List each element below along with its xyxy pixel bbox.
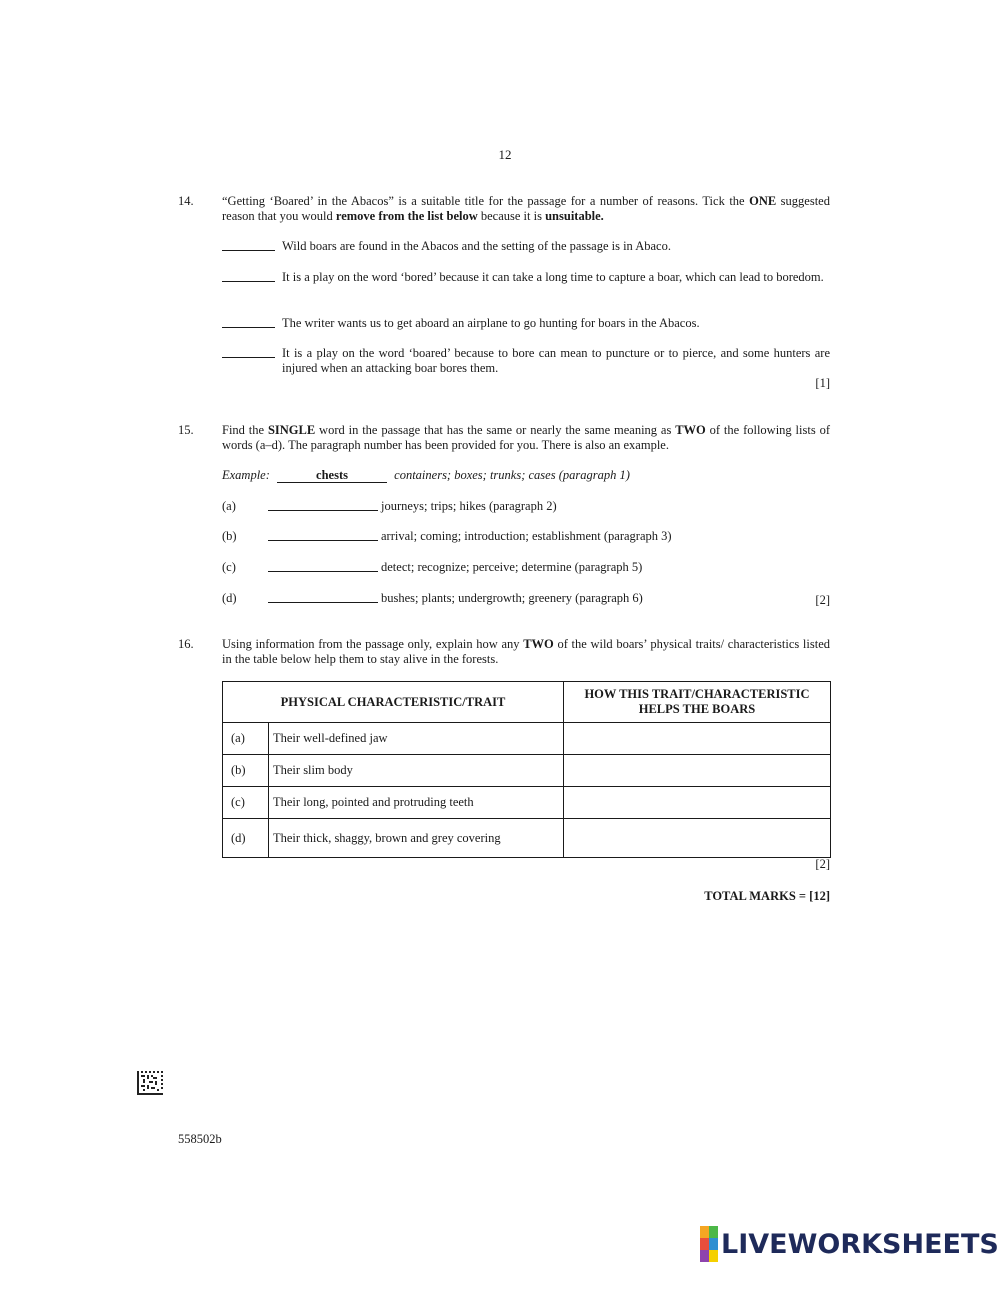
barcode-icon bbox=[137, 1071, 163, 1095]
q14-option-3 bbox=[0, 316, 1000, 336]
q14-prompt-part: “Getting ‘Boared’ in the Abacos” is a suitable title for the passage for a number of reasons. Tick the bbox=[222, 194, 750, 208]
q15-prompt-part: Find the bbox=[222, 423, 268, 437]
q15-mark: [2] bbox=[815, 593, 830, 607]
q15-prompt-part: word in the passage that has the same or nearly the same meaning as bbox=[315, 423, 676, 437]
q15-example bbox=[222, 468, 832, 486]
table-row bbox=[223, 755, 831, 787]
example-answer: chests bbox=[277, 469, 387, 483]
row-trait: Their thick, shaggy, brown and grey covering bbox=[269, 819, 564, 858]
q15-emphasis-two: TWO bbox=[675, 423, 706, 437]
q15-item-b-text: arrival; coming; introduction; establishment (paragraph 3) bbox=[381, 529, 672, 543]
logo-block bbox=[700, 1226, 709, 1238]
answer-cell[interactable] bbox=[564, 787, 831, 819]
q15-item-b-label: (b) bbox=[222, 529, 237, 543]
row-trait: Their well-defined jaw bbox=[269, 723, 564, 755]
q14-emphasis-remove: remove from the list below bbox=[335, 209, 478, 223]
tick-blank[interactable] bbox=[222, 270, 275, 282]
q14-option-text: Wild boars are found in the Abacos and the setting of the passage is in Abaco. bbox=[282, 239, 671, 253]
q15-item-a-answer-blank[interactable] bbox=[268, 499, 378, 511]
page-number: 12 bbox=[498, 147, 512, 162]
table-row bbox=[223, 787, 831, 819]
logo-block bbox=[709, 1238, 718, 1250]
liveworksheets-logo-icon bbox=[700, 1226, 718, 1262]
tick-blank[interactable] bbox=[222, 239, 275, 251]
answer-cell[interactable] bbox=[564, 755, 831, 787]
row-label: (b) bbox=[223, 755, 269, 787]
answer-cell[interactable] bbox=[564, 819, 831, 858]
q14-emphasis-one: ONE bbox=[749, 194, 777, 208]
q14-prompt-part: suggested reason that you would bbox=[222, 194, 830, 223]
header-help: HOW THIS TRAIT/CHARACTERISTIC HELPS THE BOARS bbox=[564, 682, 831, 723]
logo-block bbox=[700, 1250, 709, 1262]
traits-table bbox=[222, 681, 831, 858]
example-text: containers; boxes; trunks; cases (paragraph 1) bbox=[394, 468, 630, 482]
q14-mark: [1] bbox=[815, 376, 830, 390]
q14-emphasis-unsuitable: unsuitable. bbox=[545, 209, 604, 223]
header-trait: PHYSICAL CHARACTERISTIC/TRAIT bbox=[223, 682, 564, 723]
q15-item-d-answer-blank[interactable] bbox=[268, 591, 378, 603]
brand-wordmark: LIVEWORKSHEETS bbox=[721, 1228, 999, 1260]
q14-prompt-part: because it is bbox=[477, 209, 546, 223]
q16-prompt-part: of the wild boars’ physical traits/ characteristics listed in the table below help them to stay alive in the forests. bbox=[222, 637, 831, 666]
q14-option-text: It is a play on the word ‘bored’ because it can take a long time to capture a boar, which can lead to boredom. bbox=[282, 270, 824, 284]
logo-block bbox=[709, 1250, 718, 1262]
liveworksheets-brand bbox=[700, 1224, 999, 1264]
q15-item-a-label: (a) bbox=[222, 499, 236, 513]
q15-item-d-text: bushes; plants; undergrowth; greenery (paragraph 6) bbox=[381, 591, 643, 605]
logo-block bbox=[709, 1226, 718, 1238]
row-trait: Their long, pointed and protruding teeth bbox=[269, 787, 564, 819]
question-15-prompt bbox=[222, 423, 830, 453]
q15-item-c-text: detect; recognize; perceive; determine (paragraph 5) bbox=[381, 560, 643, 574]
example-label: Example: bbox=[222, 468, 270, 482]
question-15-number: 15. bbox=[178, 423, 194, 437]
logo-block bbox=[700, 1238, 709, 1250]
row-label: (d) bbox=[223, 819, 269, 858]
q16-prompt-part: Using information from the passage only, explain how any bbox=[222, 637, 524, 651]
row-trait: Their slim body bbox=[269, 755, 564, 787]
question-14-number: 14. bbox=[178, 194, 194, 208]
answer-cell[interactable] bbox=[564, 723, 831, 755]
q14-option-1 bbox=[0, 239, 1000, 259]
q14-option-text: It is a play on the word ‘boared’ because to bore can mean to puncture or to pierce, and some hunters are injured when an attacking boar bores them. bbox=[282, 346, 830, 375]
tick-blank[interactable] bbox=[222, 316, 275, 328]
q15-item-a-text: journeys; trips; hikes (paragraph 2) bbox=[381, 499, 557, 513]
row-label: (a) bbox=[223, 723, 269, 755]
question-16-prompt bbox=[222, 637, 830, 667]
q14-option-text: The writer wants us to get aboard an airplane to go hunting for boars in the Abacos. bbox=[282, 316, 700, 330]
q15-item-b-answer-blank[interactable] bbox=[268, 529, 378, 541]
row-label: (c) bbox=[223, 787, 269, 819]
table-row bbox=[223, 723, 831, 755]
q14-option-2 bbox=[0, 270, 1000, 302]
question-16-number: 16. bbox=[178, 637, 194, 651]
question-14-prompt bbox=[222, 194, 830, 224]
q15-prompt-part: of the following lists of words (a–d). The paragraph number has been provided for you. There is also an example. bbox=[222, 423, 830, 452]
table-header-row bbox=[223, 682, 831, 723]
table-row bbox=[223, 819, 831, 858]
document-code: 558502b bbox=[178, 1132, 222, 1146]
q15-item-c-answer-blank[interactable] bbox=[268, 560, 378, 572]
q16-mark: [2] bbox=[815, 857, 830, 871]
q15-emphasis-single: SINGLE bbox=[267, 423, 316, 437]
q16-emphasis-two: TWO bbox=[523, 637, 554, 651]
q15-item-c-label: (c) bbox=[222, 560, 236, 574]
total-marks: TOTAL MARKS = [12] bbox=[704, 889, 830, 903]
q15-item-d-label: (d) bbox=[222, 591, 237, 605]
q14-option-4 bbox=[0, 346, 1000, 378]
tick-blank[interactable] bbox=[222, 346, 275, 358]
